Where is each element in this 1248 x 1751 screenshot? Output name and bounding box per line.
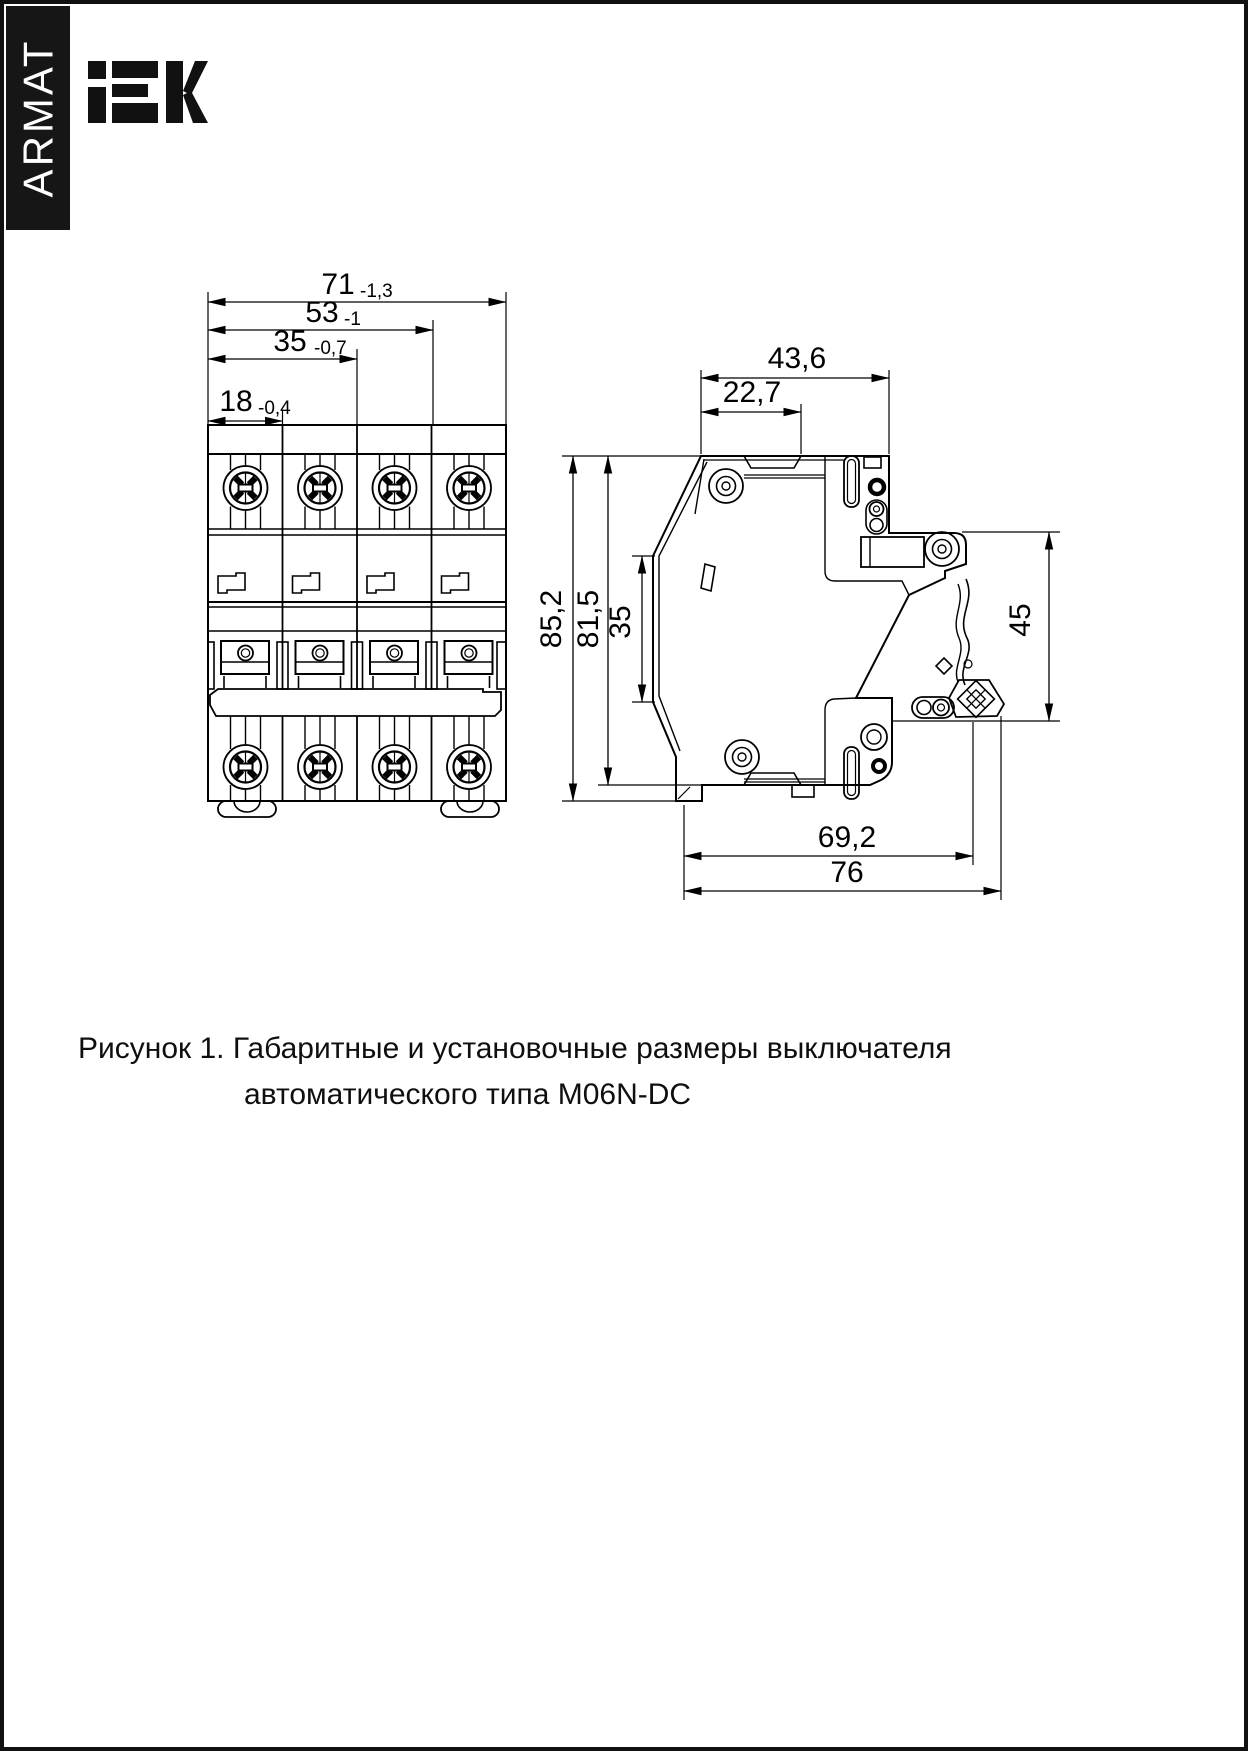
figure-caption: [78, 1026, 998, 1118]
svg-text:69,2: 69,2: [817, 821, 877, 854]
svg-text:85,2: 85,2: [535, 589, 568, 649]
dim-depth-43-6: [701, 342, 889, 378]
dim-bottom-76: [684, 856, 1001, 891]
common-trip-bar: [210, 689, 501, 716]
dim-width-53: [208, 296, 433, 330]
din-latch: [912, 579, 1004, 718]
svg-text:18: 18: [219, 385, 253, 418]
side-view: [653, 456, 1004, 801]
dim-bottom-69-2: [684, 821, 973, 856]
svg-text:-1,3: -1,3: [360, 281, 393, 302]
svg-text:81,5: 81,5: [572, 589, 605, 649]
dim-front-35: [604, 556, 642, 702]
svg-text:53: 53: [305, 296, 339, 329]
dim-height-81-5: [572, 456, 608, 785]
figure-caption-line1: Рисунок 1. Габаритные и установочные размеры выключателя: [78, 1032, 952, 1065]
svg-text:-0,7: -0,7: [314, 338, 347, 359]
figure-caption-line2: автоматического типа M06N-DC: [244, 1078, 692, 1111]
svg-text:-0,4: -0,4: [258, 398, 291, 419]
dim-rail-45: [1004, 532, 1049, 721]
svg-text:71: 71: [321, 268, 355, 301]
dim-depth-22-7: [701, 376, 801, 412]
din-clips: [218, 801, 499, 817]
case-screw-top: [709, 469, 743, 503]
svg-text:43,6: 43,6: [767, 342, 827, 375]
side-outline: [653, 456, 966, 801]
svg-text:45: 45: [1004, 603, 1037, 637]
brand-vertical-label: ARMAT: [14, 38, 62, 198]
dim-width-71: [208, 268, 506, 302]
dim-width-18: [208, 385, 291, 421]
front-view: [208, 425, 506, 817]
front-view-dimensions: [208, 268, 506, 425]
dim-height-85-2: [535, 456, 573, 801]
svg-text:35: 35: [604, 605, 637, 639]
dimension-drawing: [4, 4, 1248, 1751]
svg-text:22,7: 22,7: [722, 376, 782, 409]
side-view-dimensions: [535, 342, 1060, 900]
svg-text:-1: -1: [344, 309, 361, 330]
case-screw-bottom: [725, 740, 759, 774]
svg-text:35: 35: [273, 325, 307, 358]
svg-text:76: 76: [830, 856, 864, 889]
flange-screw-top: [925, 532, 959, 566]
